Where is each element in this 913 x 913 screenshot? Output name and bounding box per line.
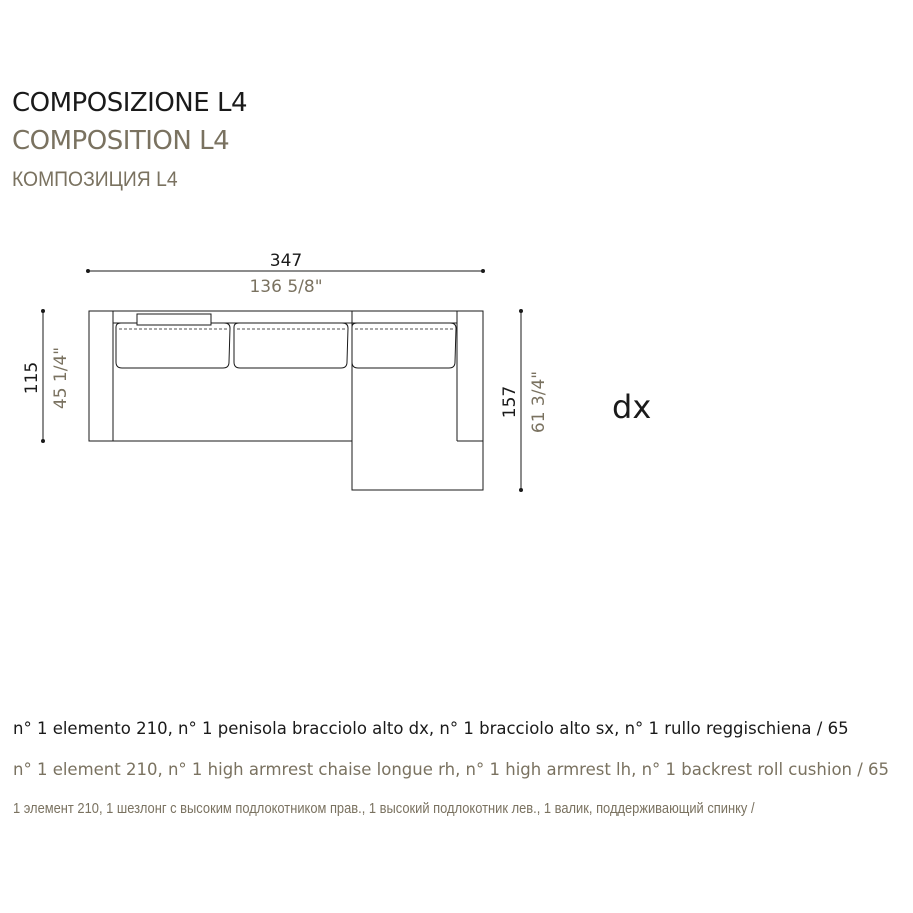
depth-dimension [22,309,71,443]
chaise-depth-dimension [500,309,549,492]
description-english: n° 1 element 210, n° 1 high armrest chaise longue rh, n° 1 high armrest lh, n° 1 backrest roll cushion / 65 [13,760,890,779]
width-dimension [86,251,485,297]
back-cushions [116,323,456,368]
title-italian: COMPOSIZIONE L4 [12,88,247,118]
title-english: COMPOSITION L4 [12,126,230,156]
description-russian: 1 элемент 210, 1 шезлонг с высоким подлокотником прав., 1 высокий подлокотник лев., 1 валик, поддерживающий спинку / [13,800,755,817]
width-inch-label: 136 5/8" [249,277,323,297]
chaise-depth-inch-label: 61 3/4" [529,370,549,434]
description-italian: n° 1 elemento 210, n° 1 penisola bracciolo alto dx, n° 1 bracciolo alto sx, n° 1 rullo reggischiena / 65 [13,719,849,738]
width-cm-label: 347 [269,251,303,271]
depth-inch-label: 45 1/4" [51,346,71,410]
back-cushion-1 [116,323,230,368]
chaise-depth-cm-label: 157 [500,385,520,419]
title-russian: КОМПОЗИЦИЯ L4 [12,168,178,191]
depth-cm-label: 115 [22,361,42,395]
orientation-label: dx [612,388,652,426]
backrest-roll-cushion [137,314,211,325]
back-cushion-3 [352,323,456,368]
back-cushion-2 [234,323,348,368]
